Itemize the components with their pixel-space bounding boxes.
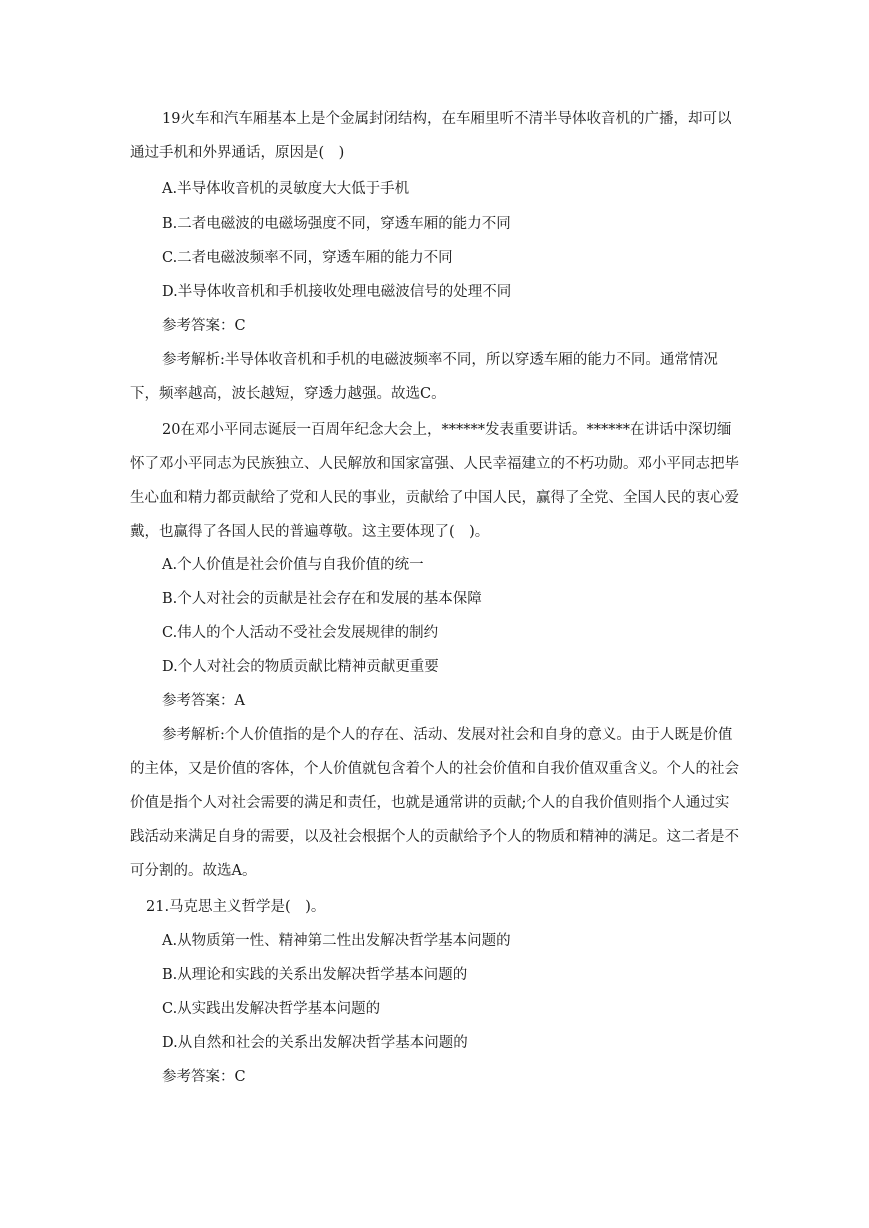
question-21-option-d: D.从自然和社会的关系出发解决哲学基本问题的: [162, 1035, 468, 1051]
question-20-answer: 参考答案：A: [162, 693, 245, 709]
question-19-option-b: B.二者电磁波的电磁场强度不同，穿透车厢的能力不同: [162, 216, 511, 232]
question-20-stem: 20在邓小平同志诞辰一百周年纪念大会上，******发表重要讲话。******在讲话中深切缅怀了邓小平同志为民族独立、人民解放和国家富强、人民幸福建立的不朽功勋。邓小平同志把毕生心血和精力都贡献给了党和人民的事业，贡献给了中国人民，赢得了全党、全国人民的衷心爱戴，也赢得了各国人民的普遍尊敬。这主要体现了( )。: [130, 422, 739, 540]
question-21-stem: 21.马克思主义哲学是( )。: [146, 899, 326, 915]
question-20-option-a: A.个人价值是社会价值与自我价值的统一: [162, 557, 424, 573]
question-20-option-c: C.伟人的个人活动不受社会发展规律的制约: [162, 625, 439, 641]
question-19-option-a: A.半导体收音机的灵敏度大大低于手机: [162, 181, 410, 197]
question-20-option-d: D.个人对社会的物质贡献比精神贡献更重要: [162, 659, 439, 675]
question-19-stem: 19火车和汽车厢基本上是个金属封闭结构，在车厢里听不清半导体收音机的广播，却可以通过手机和外界通话，原因是( ): [130, 111, 732, 161]
question-19-option-c: C.二者电磁波频率不同，穿透车厢的能力不同: [162, 250, 453, 266]
question-19-answer: 参考答案：C: [162, 318, 246, 334]
question-19-option-d: D.半导体收音机和手机接收处理电磁波信号的处理不同: [162, 284, 512, 300]
question-19-explanation: 参考解析:半导体收音机和手机的电磁波频率不同，所以穿透车厢的能力不同。通常情况下，频率越高，波长越短，穿透力越强。故选C。: [130, 352, 718, 402]
question-20-option-b: B.个人对社会的贡献是社会存在和发展的基本保障: [162, 591, 482, 607]
question-21-answer: 参考答案：C: [162, 1069, 246, 1085]
question-21-option-b: B.从理论和实践的关系出发解决哲学基本问题的: [162, 967, 468, 983]
question-20-explanation: 参考解析:个人价值指的是个人的存在、活动、发展对社会和自身的意义。由于人既是价值的主体，又是价值的客体，个人价值就包含着个人的社会价值和自我价值双重含义。个人的社会价值是指个人对社会需要的满足和责任，也就是通常讲的贡献;个人的自我价值则指个人通过实践活动来满足自身的需要，以及社会根据个人的贡献给予个人的物质和精神的满足。这二者是不可分割的。故选A。: [130, 727, 739, 879]
question-21-option-c: C.从实践出发解决哲学基本问题的: [162, 1001, 381, 1017]
question-21-option-a: A.从物质第一性、精神第二性出发解决哲学基本问题的: [162, 933, 511, 949]
